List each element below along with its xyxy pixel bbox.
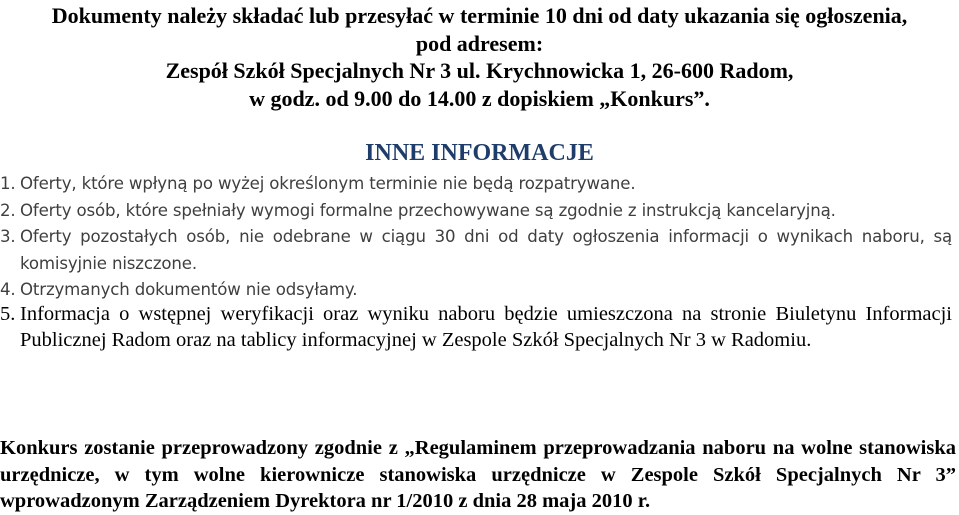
list-item xyxy=(0,224,952,277)
list-item xyxy=(0,301,952,353)
header-line-2: pod adresem: xyxy=(415,30,544,56)
header-line-1: Dokumenty należy składać lub przesyłać w terminie 10 dni od daty ukazania się ogłoszenia, xyxy=(51,3,908,28)
list-item-number: 4. xyxy=(0,280,16,299)
list-item-text: Informacja o wstępnej weryfikacji oraz wyniku naboru będzie umieszczona na stronie Biuletynu Informacji Publicznej Radom oraz na tablicy informacyjnej w Zespole Szkół Specjalnych Nr 3 w Radomiu. xyxy=(20,303,952,351)
list-item-text: Oferty pozostałych osób, nie odebrane w ciągu 30 dni od daty ogłoszenia informacji o wynikach naboru, są komisyjnie niszczone. xyxy=(20,227,952,273)
information-list xyxy=(0,171,952,304)
information-list-continued xyxy=(0,301,952,353)
list-item-text: Oferty, które wpłyną po wyżej określonym terminie nie będą rozpatrywane. xyxy=(20,174,636,193)
competition-regulation-note: Konkurs zostanie przeprowadzony zgodnie z „Regulaminem przeprowadzania naboru na wolne stanowiska urzędnicze, w tym wolne kierownicze stanowiska urzędnicze w Zespole Szkół Specjalnych Nr 3” wprowadzonym Zarządzeniem Dyrektora nr 1/2010 z dnia 28 maja 2010 r. xyxy=(0,437,956,512)
list-item xyxy=(0,171,952,198)
list-item-number: 2. xyxy=(0,200,16,220)
list-item xyxy=(0,277,952,304)
list-item-number: 3. xyxy=(0,227,16,246)
list-item-number: 1. xyxy=(0,174,16,193)
list-item xyxy=(0,198,952,225)
header-line-3: Zespół Szkół Specjalnych Nr 3 ul. Krychnowicka 1, 26-600 Radom, xyxy=(165,58,794,83)
list-item-text: Otrzymanych dokumentów nie odsyłamy. xyxy=(20,280,358,299)
list-item-number: 5. xyxy=(0,303,16,325)
list-item-text: Oferty osób, które spełniały wymogi formalne przechowywane są zgodnie z instrukcją kancelaryjną. xyxy=(20,200,836,220)
submission-instructions xyxy=(0,2,959,112)
section-title: INNE INFORMACJE xyxy=(365,140,594,166)
header-line-4: w godz. od 9.00 do 14.00 z dopiskiem „Konkurs”. xyxy=(249,85,710,111)
